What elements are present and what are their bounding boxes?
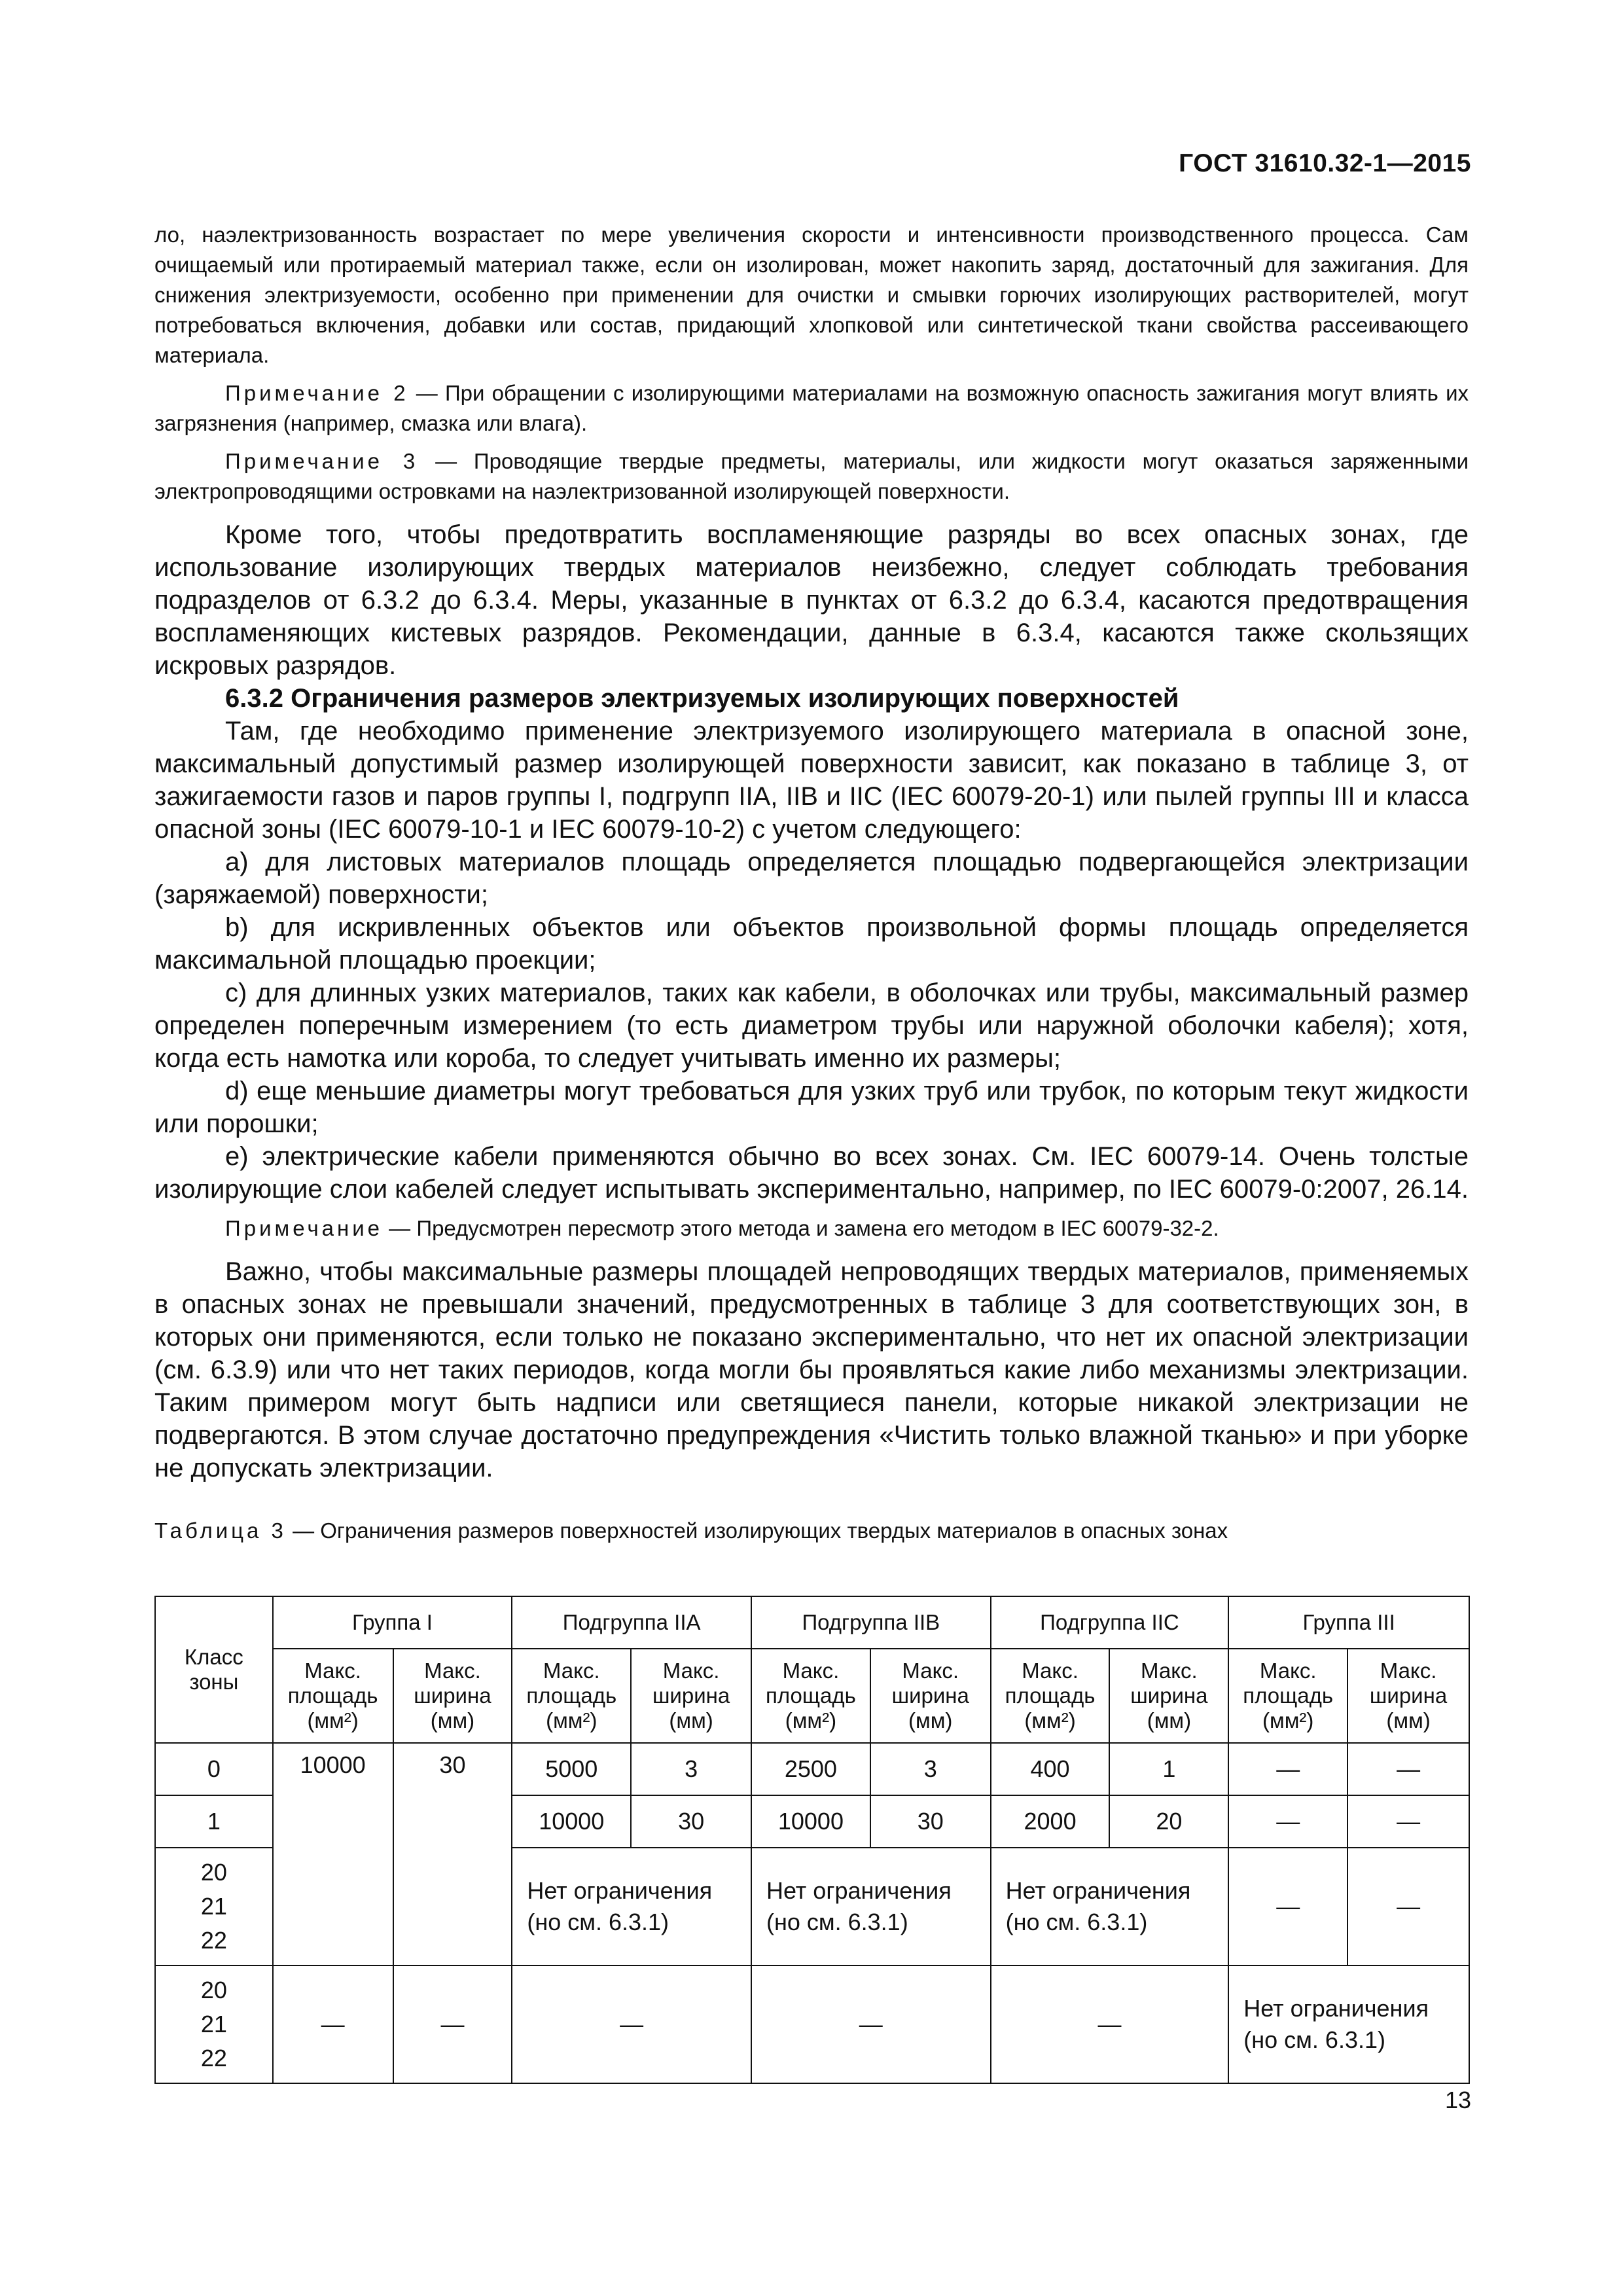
value-cell: — xyxy=(512,1965,751,2083)
value-cell: 10000 xyxy=(512,1795,631,1848)
document-code: ГОСТ 31610.32-1—2015 xyxy=(1179,149,1471,177)
width-header: Макс. ширина (мм) xyxy=(393,1649,512,1743)
value-cell: 30 xyxy=(393,1743,512,1965)
zone-cell: 0 xyxy=(155,1743,273,1795)
list-item-b: b) для искривленных объектов или объектов произвольной формы площадь определяется максимальной площадью проекции; xyxy=(154,913,1469,975)
area-header: Макс. площадь (мм²) xyxy=(1228,1649,1347,1743)
value-cell: 3 xyxy=(631,1743,751,1795)
value-cell: — xyxy=(1228,1743,1347,1795)
value-cell: 10000 xyxy=(273,1743,393,1965)
limit-text: Нет ограничения xyxy=(766,1877,952,1904)
note-2 xyxy=(154,378,1469,439)
value-cell: — xyxy=(1347,1743,1469,1795)
value-cell: 10000 xyxy=(751,1795,870,1848)
width-header: Макс. ширина (мм) xyxy=(631,1649,751,1743)
list-item-a: a) для листовых материалов площадь определяется площадью подвергающейся электризации (заряжаемой) поверхности; xyxy=(154,848,1469,909)
note-label: Примечание xyxy=(225,1216,383,1240)
zone-cell xyxy=(155,1965,273,2083)
list-item-c: c) для длинных узких материалов, таких как кабели, в оболочках или трубы, максимальный размер определен поперечным измерением (то есть диаметром трубы или наружной оболочки кабеля); хотя, когда есть намотка или короба, то следует учитывать именно их размеры; xyxy=(154,978,1469,1073)
limit-text: Нет ограничения xyxy=(527,1877,713,1904)
limit-note: (но см. 6.3.1) xyxy=(1005,1909,1148,1935)
zone-value: 22 xyxy=(200,1927,227,1954)
area-header: Макс. площадь (мм²) xyxy=(751,1649,870,1743)
zone-header: Класс зоны xyxy=(155,1596,273,1743)
zone-value: 20 xyxy=(200,1859,227,1886)
value-cell: — xyxy=(1347,1848,1469,1965)
value-cell: — xyxy=(1347,1795,1469,1848)
value-cell xyxy=(1228,1965,1469,2083)
value-cell: — xyxy=(1228,1795,1347,1848)
limit-note: (но см. 6.3.1) xyxy=(527,1909,669,1935)
table-row xyxy=(155,1965,1469,2083)
width-header: Макс. ширина (мм) xyxy=(1109,1649,1228,1743)
value-cell: 400 xyxy=(991,1743,1110,1795)
value-cell: — xyxy=(991,1965,1229,2083)
note-text: — Предусмотрен пересмотр этого метода и замена его методом в IEC 60079-32-2. xyxy=(383,1216,1219,1240)
width-header: Макс. ширина (мм) xyxy=(870,1649,991,1743)
value-cell xyxy=(991,1848,1229,1965)
value-cell: — xyxy=(751,1965,991,2083)
table-caption xyxy=(154,1516,1469,1546)
width-header: Макс. ширина (мм) xyxy=(1347,1649,1469,1743)
group-header: Подгруппа IIA xyxy=(512,1596,751,1649)
group-header: Подгруппа IIB xyxy=(751,1596,991,1649)
group-header: Группа III xyxy=(1228,1596,1469,1649)
list-item-e: e) электрические кабели применяются обычно во всех зонах. См. IEC 60079-14. Очень толстые изолирующие слои кабелей следует испытывать экспериментально, например, по IEC 60079-0:2007, 26.14. xyxy=(154,1142,1469,1204)
value-cell: 20 xyxy=(1109,1795,1228,1848)
note-label: Примечание 3 xyxy=(225,449,419,473)
note-text: — При обращении с изолирующими материалами на возможную опасность зажигания могут влиять их загрязнения (например, смазка или влага). xyxy=(154,381,1469,435)
group-header: Подгруппа IIC xyxy=(991,1596,1229,1649)
paragraph: Важно, чтобы максимальные размеры площадей непроводящих твердых материалов, применяемых в опасных зонах не превышали значений, предусмотренных в таблице 3 для соответствующих зон, в которых они применяются, если только не показано экспериментально, что нет их опасной электризации (см. 6.3.9) или что нет таких периодов, когда могли бы проявляться какие либо механизмы электризации. Таким примером могут быть надписи или светящиеся панели, которые никакой электризации не подвергаются. В этом случае достаточно предупреждения «Чистить только влажной тканью» и при уборке не допускать электризации. xyxy=(154,1257,1469,1482)
zone-value: 21 xyxy=(200,2011,227,2037)
table-row xyxy=(155,1743,1469,1795)
zone-value: 21 xyxy=(200,1893,227,1920)
value-cell: 3 xyxy=(870,1743,991,1795)
note-label: Примечание 2 xyxy=(225,381,409,405)
value-cell: — xyxy=(1228,1848,1347,1965)
note-method xyxy=(154,1213,1469,1244)
value-cell xyxy=(512,1848,751,1965)
paragraph: Кроме того, чтобы предотвратить воспламеняющие разряды во всех опасных зонах, где использование изолирующих твердых материалов неизбежно, следует соблюдать требования подразделов от 6.3.2 до 6.3.4. Меры, указанные в пунктах от 6.3.2 до 6.3.4, касаются предотвращения воспламеняющих кистевых разрядов. Рекомендации, данные в 6.3.4, касаются также скользящих искровых разрядов. xyxy=(154,520,1469,680)
value-cell: 30 xyxy=(631,1795,751,1848)
page-body xyxy=(154,220,1469,1546)
zone-value: 22 xyxy=(200,2045,227,2072)
zone-cell xyxy=(155,1848,273,1965)
group-header: Группа I xyxy=(273,1596,512,1649)
table-caption-text: — Ограничения размеров поверхностей изолирующих твердых материалов в опасных зонах xyxy=(286,1518,1228,1543)
note-text: — Проводящие твердые предметы, материалы, или жидкости могут оказаться заряженными электропроводящими островками на наэлектризованной изолирующей поверхности. xyxy=(154,449,1469,503)
zone-cell: 1 xyxy=(155,1795,273,1848)
value-cell: 30 xyxy=(870,1795,991,1848)
limit-text: Нет ограничения xyxy=(1243,1995,1429,2022)
area-header: Макс. площадь (мм²) xyxy=(991,1649,1110,1743)
value-cell: 2000 xyxy=(991,1795,1110,1848)
page-number: 13 xyxy=(1444,2087,1471,2113)
table-subheader-row xyxy=(155,1649,1469,1743)
limits-table xyxy=(154,1596,1470,2084)
paragraph: ло, наэлектризованность возрастает по мере увеличения скорости и интенсивности производственного процесса. Сам очищаемый или протираемый материал также, если он изолирован, может накопить заряд, достаточный для зажигания. Для снижения электризуемости, особенно при применении для очистки и смывки горючих изолирующих растворителей, могут потребоваться включения, добавки или состав, придающий хлопковой или синтетической ткани свойства рассеивающего материала. xyxy=(154,223,1469,367)
value-cell: 2500 xyxy=(751,1743,870,1795)
limit-note: (но см. 6.3.1) xyxy=(766,1909,908,1935)
value-cell: — xyxy=(393,1965,512,2083)
limit-text: Нет ограничения xyxy=(1005,1877,1191,1904)
value-cell: — xyxy=(273,1965,393,2083)
area-header: Макс. площадь (мм²) xyxy=(273,1649,393,1743)
area-header: Макс. площадь (мм²) xyxy=(512,1649,631,1743)
value-cell: 5000 xyxy=(512,1743,631,1795)
zone-value: 20 xyxy=(200,1977,227,2003)
list-item-d: d) еще меньшие диаметры могут требоваться для узких труб или трубок, по которым текут жидкости или порошки; xyxy=(154,1077,1469,1138)
value-cell: 1 xyxy=(1109,1743,1228,1795)
table-header-row xyxy=(155,1596,1469,1649)
limit-note: (но см. 6.3.1) xyxy=(1243,2026,1385,2053)
paragraph: Там, где необходимо применение электризуемого изолирующего материала в опасной зоне, максимальный допустимый размер изолирующей поверхности зависит, как показано в таблице 3, от зажигаемости газов и паров группы I, подгрупп IIA, IIB и IIC (IEC 60079-20-1) или пылей группы III и класса опасной зоны (IEC 60079-10-1 и IEC 60079-10-2) с учетом следующего: xyxy=(154,717,1469,844)
table-caption-label: Таблица 3 xyxy=(154,1518,287,1543)
section-heading: 6.3.2 Ограничения размеров электризуемых изолирующих поверхностей xyxy=(225,684,1179,713)
note-3 xyxy=(154,446,1469,507)
value-cell xyxy=(751,1848,991,1965)
